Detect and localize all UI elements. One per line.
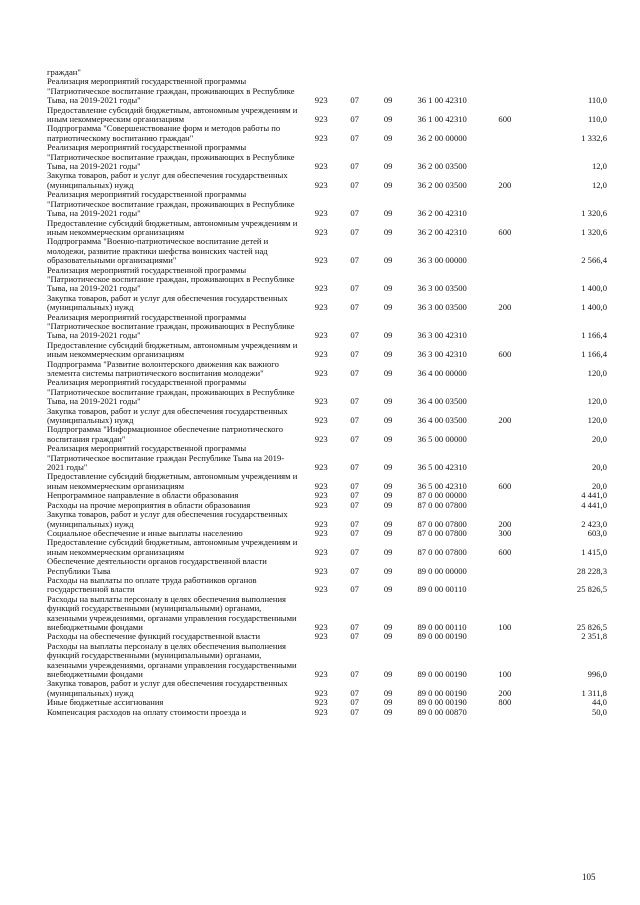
row-section-code: 07: [350, 565, 359, 576]
row-subsection-code: 09: [383, 462, 393, 473]
row-name: Предоставление субсидий бюджетным, автономным учреждениям и иным некоммерческим организациям: [47, 471, 298, 491]
row-ministry-code: 923: [314, 697, 328, 708]
table-row: [47, 595, 607, 633]
row-subsection-code: 09: [383, 208, 393, 219]
row-expense-type-code: 300: [498, 527, 512, 538]
row-name: Социальное обеспечение и иные выплаты населению: [47, 527, 243, 538]
row-amount: 2 566,4: [581, 255, 607, 266]
row-name: Подпрограмма "Военно-патриотическое воспитание детей и молодежи, развитие практики шефства воинских частей над образовательными организациями": [47, 236, 269, 266]
table-row: [47, 106, 607, 125]
table-row: [47, 444, 607, 472]
row-name: Компенсация расходов на оплату стоимости проезда и: [47, 706, 247, 717]
row-ministry-code: 923: [314, 161, 328, 172]
row-target-article-code: 36 5 00 42310: [417, 480, 467, 491]
row-name: Подпрограмма "Совершенствование форм и методов работы по патриотическому воспитанию граждан": [47, 123, 281, 143]
row-target-article-code: 36 1 00 42310: [417, 95, 467, 106]
row-target-article-code: 36 3 00 42310: [417, 330, 467, 341]
row-amount: 2 423,0: [581, 518, 607, 529]
row-amount: 120,0: [587, 368, 607, 378]
row-expense-type-code: 200: [498, 518, 512, 529]
row-amount: 996,0: [587, 669, 607, 679]
row-amount: 25 826,5: [576, 621, 607, 632]
row-subsection-code: 09: [383, 706, 393, 717]
row-amount: 1 400,0: [581, 302, 607, 313]
row-ministry-code: 923: [314, 527, 328, 538]
row-ministry-code: 923: [314, 687, 328, 698]
row-subsection-code: 09: [383, 255, 393, 266]
row-expense-type-code: 200: [498, 415, 512, 426]
table-row: [47, 407, 607, 426]
row-target-article-code: 89 0 00 00110: [417, 584, 467, 595]
row-target-article-code: 87 0 00 07800: [417, 546, 467, 557]
row-subsection-code: 09: [383, 621, 393, 632]
row-name: Подпрограмма "Информационное обеспечение патриотического воспитания граждан": [47, 424, 284, 444]
row-ministry-code: 923: [314, 302, 328, 313]
table-row: [47, 341, 607, 360]
row-target-article-code: 36 2 00 00000: [417, 132, 467, 143]
row-subsection-code: 09: [383, 283, 393, 294]
row-amount: 2 351,8: [581, 631, 607, 642]
row-amount: 1 400,0: [581, 283, 607, 294]
row-subsection-code: 09: [383, 480, 393, 491]
row-section-code: 07: [350, 114, 359, 125]
row-subsection-code: 09: [383, 368, 393, 378]
row-ministry-code: 923: [314, 415, 328, 426]
row-section-code: 07: [350, 161, 359, 172]
row-amount: 110,0: [587, 114, 607, 125]
row-subsection-code: 09: [383, 499, 393, 510]
row-name: Реализация мероприятий государственной программы "Патриотическое воспитание граждан Республике Тыва на 2019-2021 годы": [47, 443, 285, 473]
row-expense-type-code: 200: [498, 302, 512, 313]
row-target-article-code: 87 0 00 07800: [417, 499, 467, 510]
row-section-code: 07: [350, 396, 359, 407]
row-amount: 20,0: [591, 480, 607, 491]
row-section-code: 07: [350, 95, 359, 106]
row-section-code: 07: [350, 368, 359, 378]
row-subsection-code: 09: [383, 687, 393, 698]
row-ministry-code: 923: [314, 114, 328, 125]
row-amount: 12,0: [591, 161, 607, 172]
row-ministry-code: 923: [314, 706, 328, 717]
table-row: [47, 378, 607, 406]
table-row: [47, 190, 607, 218]
table-row: [47, 124, 607, 143]
row-amount: 4 441,0: [581, 490, 607, 501]
row-target-article-code: 89 0 00 00000: [417, 565, 467, 576]
row-target-article-code: 36 4 00 03500: [417, 415, 467, 426]
row-section-code: 07: [350, 490, 359, 501]
row-name: Иные бюджетные ассигнования: [47, 697, 164, 708]
row-name: Закупка товаров, работ и услуг для обеспечения государственных (муниципальных) нужд: [47, 678, 288, 698]
row-target-article-code: 89 0 00 00110: [417, 621, 467, 632]
row-name: Предоставление субсидий бюджетным, автономным учреждениям и иным некоммерческим организациям: [47, 537, 298, 557]
table-row: [47, 219, 607, 238]
row-name: Предоставление субсидий бюджетным, автономным учреждениям и иным некоммерческим организациям: [47, 339, 298, 360]
row-ministry-code: 923: [314, 584, 328, 595]
row-target-article-code: 87 0 00 00000: [417, 490, 467, 501]
row-name: Предоставление субсидий бюджетным, автономным учреждениям и иным некоммерческим организациям: [47, 217, 298, 237]
row-section-code: 07: [350, 302, 359, 313]
row-name: Закупка товаров, работ и услуг для обеспечения государственных (муниципальных) нужд: [47, 292, 288, 313]
row-name: Расходы на выплаты по оплате труда работников органов государственной власти: [47, 574, 257, 595]
row-amount: 1 415,0: [581, 546, 607, 557]
row-amount: 1 166,4: [581, 349, 607, 360]
row-ministry-code: 923: [314, 368, 328, 378]
row-target-article-code: 36 2 00 03500: [417, 179, 467, 190]
row-amount: 50,0: [591, 706, 607, 717]
row-section-code: 07: [350, 546, 359, 557]
row-target-article-code: 89 0 00 00190: [417, 687, 467, 698]
table-row: [47, 237, 607, 265]
row-ministry-code: 923: [314, 95, 328, 106]
row-section-code: 07: [350, 584, 359, 595]
budget-table: [47, 68, 607, 717]
row-subsection-code: 09: [383, 95, 393, 106]
row-ministry-code: 923: [314, 621, 328, 632]
row-section-code: 07: [350, 330, 359, 341]
row-target-article-code: 36 3 00 42310: [417, 349, 467, 360]
table-row: [47, 425, 607, 444]
row-target-article-code: 87 0 00 07800: [417, 518, 467, 529]
row-subsection-code: 09: [383, 302, 393, 313]
row-ministry-code: 923: [314, 499, 328, 510]
row-target-article-code: 36 4 00 00000: [417, 368, 467, 378]
row-amount: 4 441,0: [581, 499, 607, 510]
row-expense-type-code: 600: [498, 546, 512, 557]
row-amount: 603,0: [587, 527, 607, 538]
table-row: [47, 472, 607, 491]
row-ministry-code: 923: [314, 565, 328, 576]
row-name: Реализация мероприятий государственной программы "Патриотическое воспитание граждан, проживающих в Республике Тыва, на 2019-2021 годы": [47, 76, 295, 106]
row-subsection-code: 09: [383, 518, 393, 529]
row-ministry-code: 923: [314, 396, 328, 407]
row-subsection-code: 09: [383, 565, 393, 576]
row-target-article-code: 36 2 00 03500: [417, 161, 467, 172]
table-row: [47, 360, 607, 379]
row-amount: 44,0: [591, 697, 607, 708]
row-section-code: 07: [350, 415, 359, 426]
table-row: [47, 576, 607, 595]
row-target-article-code: 36 1 00 42310: [417, 114, 467, 125]
row-ministry-code: 923: [314, 546, 328, 557]
row-section-code: 07: [350, 499, 359, 510]
row-amount: 1 320,6: [581, 226, 607, 237]
row-subsection-code: 09: [383, 226, 393, 237]
row-amount: 110,0: [587, 95, 607, 106]
table-row: [47, 557, 607, 576]
row-target-article-code: 36 2 00 42310: [417, 226, 467, 237]
row-expense-type-code: 100: [498, 669, 512, 679]
row-name: Подпрограмма "Развитие волонтерского движения как важного элемента системы патриотического воспитания молодежи": [47, 358, 279, 378]
row-expense-type-code: 200: [498, 179, 512, 190]
row-name: Реализация мероприятий государственной программы "Патриотическое воспитание граждан, проживающих в Республике Тыва, на 2019-2021 годы": [47, 142, 295, 172]
row-section-code: 07: [350, 631, 359, 642]
row-subsection-code: 09: [383, 433, 393, 444]
row-section-code: 07: [350, 697, 359, 708]
row-target-article-code: 36 2 00 42310: [417, 208, 467, 219]
table-row: [47, 294, 607, 313]
row-amount: 120,0: [587, 396, 607, 407]
row-name: Расходы на выплаты персоналу в целях обеспечения выполнения функций государственными (муниципальными) органами, казенными учреждениями, органами управления государственными внебюджетными фондами: [47, 640, 297, 679]
row-ministry-code: 923: [314, 669, 328, 679]
row-ministry-code: 923: [314, 349, 328, 360]
row-section-code: 07: [350, 283, 359, 294]
row-expense-type-code: 600: [498, 480, 512, 491]
row-name: Предоставление субсидий бюджетным, автономным учреждениям и иным некоммерческим организациям: [47, 104, 298, 125]
row-amount: 1 332,6: [581, 132, 607, 143]
row-name: Закупка товаров, работ и услуг для обеспечения государственных (муниципальных) нужд: [47, 170, 288, 190]
row-target-article-code: 89 0 00 00190: [417, 631, 467, 642]
table-row: [47, 642, 607, 680]
row-section-code: 07: [350, 706, 359, 717]
row-subsection-code: 09: [383, 396, 393, 407]
row-expense-type-code: 800: [498, 697, 512, 708]
row-amount: 1 311,8: [581, 687, 607, 698]
row-section-code: 07: [350, 462, 359, 473]
row-amount: 20,0: [591, 433, 607, 444]
table-row: [47, 510, 607, 529]
row-target-article-code: 87 0 00 07800: [417, 527, 467, 538]
row-section-code: 07: [350, 226, 359, 237]
row-ministry-code: 923: [314, 433, 328, 444]
row-amount: 1 166,4: [581, 330, 607, 341]
row-section-code: 07: [350, 132, 359, 143]
row-name: Реализация мероприятий государственной программы "Патриотическое воспитание граждан, проживающих в Республике Тыва, на 2019-2021 годы": [47, 311, 295, 341]
row-name: граждан": [47, 67, 81, 77]
row-ministry-code: 923: [314, 255, 328, 266]
row-subsection-code: 09: [383, 114, 393, 125]
row-ministry-code: 923: [314, 462, 328, 473]
table-row: [47, 708, 607, 717]
row-section-code: 07: [350, 687, 359, 698]
row-target-article-code: 36 3 00 03500: [417, 283, 467, 294]
row-section-code: 07: [350, 518, 359, 529]
row-ministry-code: 923: [314, 132, 328, 143]
row-section-code: 07: [350, 480, 359, 491]
row-amount: 12,0: [591, 179, 607, 190]
table-row: [47, 679, 607, 698]
row-name: Расходы на обеспечение функций государственной власти: [47, 631, 261, 642]
row-target-article-code: 89 0 00 00190: [417, 697, 467, 708]
row-amount: 1 320,6: [581, 208, 607, 219]
table-row: [47, 143, 607, 171]
row-section-code: 07: [350, 179, 359, 190]
row-target-article-code: 89 0 00 00190: [417, 669, 467, 679]
row-amount: 20,0: [591, 462, 607, 473]
row-subsection-code: 09: [383, 631, 393, 642]
row-amount: 28 228,3: [576, 565, 607, 576]
table-row: [47, 538, 607, 557]
row-expense-type-code: 600: [498, 226, 512, 237]
row-subsection-code: 09: [383, 161, 393, 172]
row-subsection-code: 09: [383, 415, 393, 426]
row-section-code: 07: [350, 349, 359, 360]
row-ministry-code: 923: [314, 631, 328, 642]
page-number: 105: [582, 872, 596, 882]
row-subsection-code: 09: [383, 584, 393, 595]
row-target-article-code: 36 3 00 00000: [417, 255, 467, 266]
row-subsection-code: 09: [383, 490, 393, 501]
row-name: Реализация мероприятий государственной программы "Патриотическое воспитание граждан, проживающих в Республике Тыва, на 2019-2021 годы": [47, 377, 295, 407]
row-subsection-code: 09: [383, 527, 393, 538]
row-ministry-code: 923: [314, 480, 328, 491]
row-expense-type-code: 600: [498, 114, 512, 125]
row-section-code: 07: [350, 255, 359, 266]
row-ministry-code: 923: [314, 208, 328, 219]
row-section-code: 07: [350, 527, 359, 538]
row-section-code: 07: [350, 208, 359, 219]
row-ministry-code: 923: [314, 179, 328, 190]
row-subsection-code: 09: [383, 546, 393, 557]
row-section-code: 07: [350, 669, 359, 679]
row-subsection-code: 09: [383, 132, 393, 143]
row-target-article-code: 36 5 00 00000: [417, 433, 467, 444]
row-ministry-code: 923: [314, 283, 328, 294]
row-name: Обеспечение деятельности органов государственной власти Республики Тыва: [47, 556, 267, 576]
row-target-article-code: 36 4 00 03500: [417, 396, 467, 407]
row-subsection-code: 09: [383, 669, 393, 679]
row-section-code: 07: [350, 621, 359, 632]
table-row: [47, 266, 607, 294]
table-row: [47, 171, 607, 190]
row-amount: 25 826,5: [576, 584, 607, 595]
row-ministry-code: 923: [314, 518, 328, 529]
row-name: Закупка товаров, работ и услуг для обеспечения государственных (муниципальных) нужд: [47, 405, 288, 426]
row-name: Непрограммное направление в области образования: [47, 490, 239, 501]
row-name: Закупка товаров, работ и услуг для обеспечения государственных (муниципальных) нужд: [47, 509, 288, 529]
row-ministry-code: 923: [314, 490, 328, 501]
row-expense-type-code: 100: [498, 621, 512, 632]
row-section-code: 07: [350, 433, 359, 444]
row-amount: 120,0: [587, 415, 607, 426]
row-subsection-code: 09: [383, 330, 393, 341]
row-subsection-code: 09: [383, 179, 393, 190]
row-target-article-code: 89 0 00 00870: [417, 706, 467, 717]
row-target-article-code: 36 5 00 42310: [417, 462, 467, 473]
table-row: [47, 77, 607, 105]
row-name: Реализация мероприятий государственной программы "Патриотическое воспитание граждан, проживающих в Республике Тыва, на 2019-2021 годы": [47, 264, 295, 294]
row-expense-type-code: 600: [498, 349, 512, 360]
row-ministry-code: 923: [314, 226, 328, 237]
row-name: Реализация мероприятий государственной программы "Патриотическое воспитание граждан, проживающих в Республике Тыва, на 2019-2021 годы": [47, 189, 295, 219]
row-target-article-code: 36 3 00 03500: [417, 302, 467, 313]
row-subsection-code: 09: [383, 697, 393, 708]
row-name: Расходы на прочие мероприятия в области образования: [47, 499, 251, 510]
row-ministry-code: 923: [314, 330, 328, 341]
row-subsection-code: 09: [383, 349, 393, 360]
row-expense-type-code: 200: [498, 687, 512, 698]
table-row: [47, 313, 607, 341]
row-name: Расходы на выплаты персоналу в целях обеспечения выполнения функций государственными (муниципальными) органами, казенными учреждениями, органами управления государственными внебюджетными фондами: [47, 593, 297, 632]
